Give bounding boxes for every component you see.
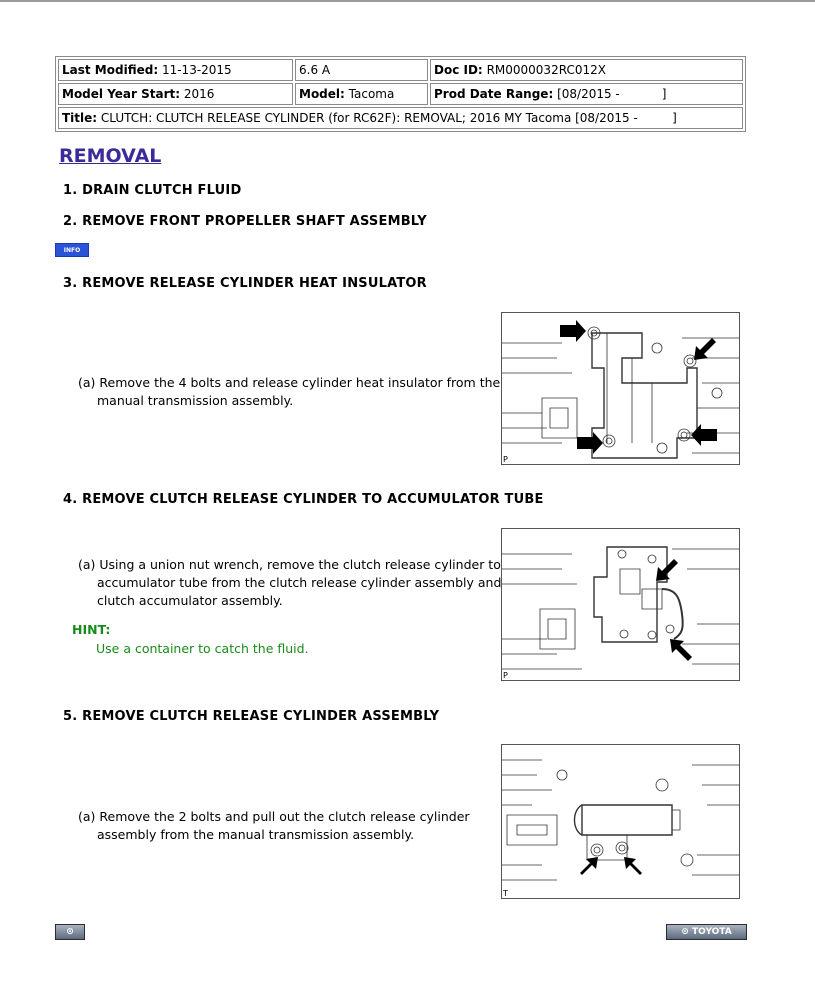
last-modified-cell: Last Modified: 11-13-2015	[58, 59, 293, 81]
step-4-line-1: (a) Using a union nut wrench, remove the clutch release cylinder to	[78, 557, 501, 572]
version-cell: 6.6 A	[295, 59, 428, 81]
prod-date-cell: Prod Date Range: [08/2015 - ]	[430, 83, 743, 105]
step-5-line-2: assembly from the manual transmission assembly.	[97, 827, 415, 842]
hint-text: Use a container to catch the fluid.	[96, 641, 309, 656]
figure-accumulator-tube	[501, 528, 740, 681]
toyota-link-label: TOYOTA	[691, 927, 732, 937]
step-4-instruction	[78, 556, 501, 610]
step-4-line-3: clutch accumulator assembly.	[97, 593, 283, 608]
home-logo-button[interactable]	[55, 924, 85, 940]
title-cell: Title: CLUTCH: CLUTCH RELEASE CYLINDER (for RC62F): REMOVAL; 2016 MY Tacoma [08/2015 - ]	[58, 107, 743, 129]
figure-heat-insulator	[501, 312, 740, 465]
release-cylinder-diagram	[502, 745, 739, 898]
top-divider	[0, 0, 815, 2]
toyota-emblem-icon: ⊙	[66, 927, 74, 937]
step-3-line-2: manual transmission assembly.	[97, 393, 294, 408]
doc-id-cell: Doc ID: RM0000032RC012X	[430, 59, 743, 81]
page-title: REMOVAL	[59, 145, 162, 167]
step-5-instruction	[78, 808, 470, 844]
figure-3-tag: P	[503, 455, 508, 464]
toyota-link-button[interactable]	[666, 924, 747, 940]
accumulator-tube-diagram	[502, 529, 739, 680]
step-4-heading: 4. REMOVE CLUTCH RELEASE CYLINDER TO ACCUMULATOR TUBE	[63, 492, 544, 507]
hint-label: HINT:	[72, 622, 111, 637]
model-year-cell: Model Year Start: 2016	[58, 83, 293, 105]
step-5-line-1: (a) Remove the 2 bolts and pull out the clutch release cylinder	[78, 809, 470, 824]
heat-insulator-diagram	[502, 313, 739, 464]
document-header-table	[55, 56, 746, 132]
step-3-line-1: (a) Remove the 4 bolts and release cylinder heat insulator from the	[78, 375, 501, 390]
step-4-line-2: accumulator tube from the clutch release cylinder assembly and	[97, 575, 502, 590]
step-3-heading: 3. REMOVE RELEASE CYLINDER HEAT INSULATOR	[63, 276, 427, 291]
figure-4-tag: P	[503, 671, 508, 680]
figure-release-cylinder	[501, 744, 740, 899]
figure-5-tag: T	[503, 889, 508, 898]
step-3-instruction	[78, 374, 500, 410]
step-2-heading: 2. REMOVE FRONT PROPELLER SHAFT ASSEMBLY	[63, 214, 427, 229]
info-button[interactable]: INFO	[55, 243, 89, 257]
step-1-heading: 1. DRAIN CLUTCH FLUID	[63, 183, 242, 198]
step-5-heading: 5. REMOVE CLUTCH RELEASE CYLINDER ASSEMBLY	[63, 709, 440, 724]
toyota-emblem-icon: ⊙	[681, 927, 689, 937]
model-cell: Model: Tacoma	[295, 83, 428, 105]
